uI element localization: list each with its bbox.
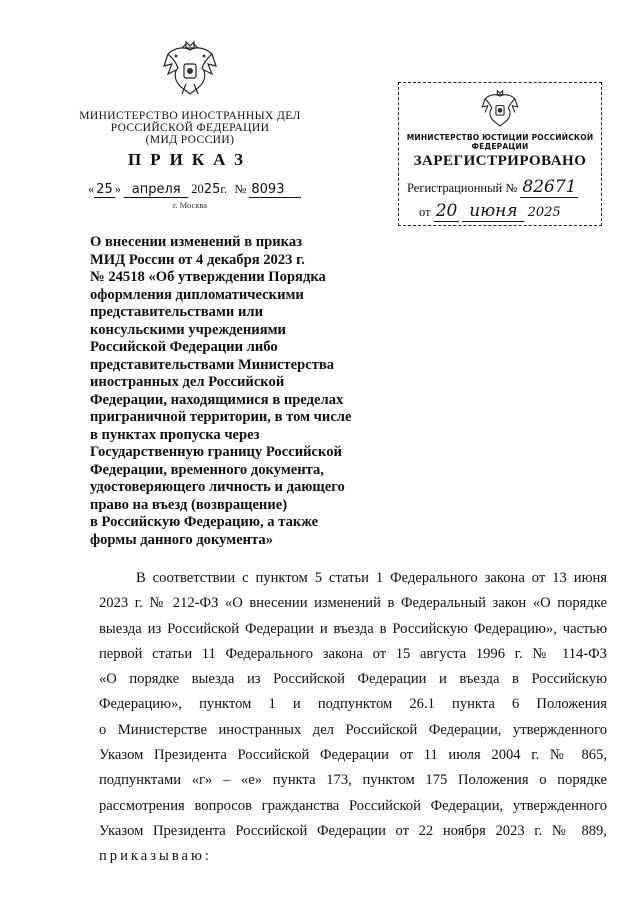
subject-line: в пунктах пропуска через bbox=[90, 426, 260, 443]
order-year-prefix: 20 bbox=[191, 182, 204, 196]
subject-line: Российской Федерации либо bbox=[90, 339, 278, 355]
stamp-date-row bbox=[419, 201, 561, 222]
stamp-date-month: июня bbox=[462, 201, 524, 222]
document-type-title: ПРИКАЗ bbox=[128, 150, 252, 169]
body-line: рассмотрения вопросов гражданства Российской Федерации, утвержденного bbox=[99, 797, 607, 814]
coat-of-arms-icon bbox=[481, 89, 519, 129]
stamp-date-year: 2025 bbox=[527, 205, 561, 220]
stamp-registered-label: ЗАРЕГИСТРИРОВАНО bbox=[413, 153, 587, 169]
subject-line: иностранных дел Российской bbox=[90, 374, 285, 390]
body-line: В соответствии с пунктом 5 статьи 1 Федерального закона от 13 июня bbox=[136, 570, 607, 586]
subject-line: оформления дипломатическими bbox=[90, 286, 304, 303]
order-date-day: 25 bbox=[96, 182, 113, 197]
order-date-number-row: « 25 » апреля 2025г. № 8093 bbox=[88, 182, 301, 198]
stamp-registration-number-row bbox=[407, 177, 578, 198]
closing-word: приказываю: bbox=[99, 848, 212, 865]
subject-line: № 24518 «Об утверждении Порядка bbox=[90, 269, 326, 285]
ministry-name-line: РОССИЙСКОЙ ФЕДЕРАЦИИ bbox=[110, 122, 270, 134]
body-line: о Министерстве иностранных дел Российской Федерации, утвержденного bbox=[99, 721, 607, 738]
body-line: подпунктами «г» – «е» пункта 173, пунктом 175 Положения о порядке bbox=[99, 772, 607, 789]
body-line: выезда из Российской Федерации и въезда в Российскую Федерацию», частью bbox=[99, 620, 607, 637]
subject-line: консульскими учреждениями bbox=[90, 321, 286, 338]
body-line: «О порядке выезда из Российской Федерации и въезда в Российскую bbox=[99, 671, 607, 688]
subject-line: представительствами или bbox=[90, 304, 263, 320]
coat-of-arms-icon bbox=[162, 40, 218, 98]
subject-line: формы данного документа» bbox=[90, 531, 274, 548]
body-line: Федерацию», пунктом 1 и подпунктом 26.1 пункта 6 Положения bbox=[99, 696, 607, 713]
body-line: первой статьи 11 Федерального закона от 15 августа 1996 г. № 114-ФЗ bbox=[99, 645, 607, 662]
subject-line: приграничной территории, в том числе bbox=[90, 409, 352, 425]
subject-line: МИД России от 4 декабря 2023 г. bbox=[90, 251, 305, 268]
order-subject bbox=[90, 234, 370, 549]
body-line: Указом Президента Российской Федерации от 22 ноября 2023 г. № 889, bbox=[99, 822, 607, 839]
subject-line: в Российскую Федерацию, а также bbox=[90, 514, 319, 530]
ministry-abbreviation: (МИД РОССИИ) bbox=[145, 134, 235, 146]
stamp-date-day: 20 bbox=[435, 201, 458, 221]
stamp-reg-number: 82671 bbox=[522, 177, 577, 197]
number-label: № bbox=[234, 182, 247, 196]
subject-line: удостоверяющего личность и дающего bbox=[90, 479, 345, 495]
order-number: 8093 bbox=[249, 182, 301, 198]
subject-line: представительствами Министерства bbox=[90, 356, 335, 373]
stamp-ministry-name: МИНИСТЕРСТВО ЮСТИЦИИ РОССИЙСКОЙ ФЕДЕРАЦИИ bbox=[406, 133, 594, 151]
stamp-reg-label: Регистрационный № bbox=[407, 181, 518, 195]
order-date-month: апреля bbox=[124, 182, 188, 198]
subject-line: Государственную границу Российской bbox=[90, 444, 342, 460]
subject-line: Федерации, находящимися в пределах bbox=[90, 391, 344, 408]
order-place: г. Москва bbox=[172, 200, 208, 210]
year-label: г. bbox=[220, 182, 228, 196]
body-line: 2023 г. № 212-ФЗ «О внесении изменений в Федеральный закон «О порядке bbox=[99, 595, 607, 612]
registration-stamp bbox=[398, 82, 602, 226]
ministry-name-line: МИНИСТЕРСТВО ИНОСТРАННЫХ ДЕЛ bbox=[79, 110, 301, 122]
body-line: Указом Президента Российской Федерации от 11 июля 2004 г. № 865, bbox=[99, 747, 607, 764]
order-year-suffix: 25 bbox=[203, 182, 221, 197]
subject-line: Федерации, временного документа, bbox=[90, 461, 324, 478]
subject-line: О внесении изменений в приказ bbox=[90, 234, 303, 250]
subject-line: право на въезд (возвращение) bbox=[90, 496, 288, 513]
stamp-from-label: от bbox=[419, 205, 431, 219]
order-body bbox=[99, 566, 607, 870]
